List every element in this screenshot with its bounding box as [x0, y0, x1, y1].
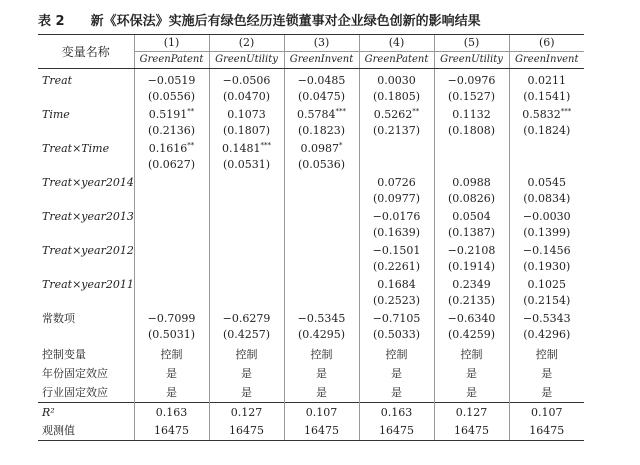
se-cell: (0.0475) — [284, 89, 359, 107]
coef-cell — [434, 107, 509, 123]
se-cell — [284, 225, 359, 243]
se-cell: (0.1399) — [509, 225, 584, 243]
coef-cell — [509, 311, 584, 327]
coef-cell — [509, 175, 584, 191]
row-label-empty — [38, 259, 134, 277]
row-label: 年份固定效应 — [42, 367, 108, 380]
row-label-empty — [38, 327, 134, 345]
header-row-numbers — [38, 35, 584, 52]
control-cell: 是 — [284, 383, 359, 403]
control-cell: 是 — [434, 383, 509, 403]
dep-var: GreenUtility — [434, 52, 509, 69]
coef-value: −0.1501 — [372, 244, 421, 257]
regression-table — [38, 34, 584, 441]
table-title: 新《环保法》实施后有绿色经历连锁董事对企业绿色创新的影响结果 — [90, 14, 481, 29]
stat-cell: 16475 — [509, 422, 584, 441]
significance-stars: ** — [412, 107, 420, 116]
coef-value: 0.0211 — [527, 74, 566, 87]
coef-value: −0.0176 — [372, 210, 421, 223]
row-label: Treat×year2012 — [42, 244, 134, 257]
se-cell: (0.1930) — [509, 259, 584, 277]
coef-cell — [134, 243, 209, 259]
coef-value: 0.0504 — [452, 210, 491, 223]
se-cell: (0.2523) — [359, 293, 434, 311]
coef-value: 0.1025 — [527, 278, 566, 291]
row-label: Treat — [42, 74, 73, 87]
coef-value: −0.7099 — [147, 312, 196, 325]
se-cell: (0.4296) — [509, 327, 584, 345]
coef-cell — [284, 311, 359, 327]
coef-cell — [134, 107, 209, 123]
control-cell: 是 — [509, 383, 584, 403]
coef-value: −0.0506 — [222, 74, 271, 87]
control-row — [38, 364, 584, 383]
se-row — [38, 89, 584, 107]
se-cell: (0.2136) — [134, 123, 209, 141]
coef-row — [38, 107, 584, 123]
se-cell: (0.0556) — [134, 89, 209, 107]
coef-cell — [284, 277, 359, 293]
coef-cell — [284, 209, 359, 225]
coef-cell — [359, 73, 434, 89]
coef-cell — [209, 107, 284, 123]
coef-cell — [209, 73, 284, 89]
coef-value: −0.5345 — [297, 312, 346, 325]
row-label-empty — [38, 225, 134, 243]
col-number: (3) — [284, 35, 359, 52]
coef-row — [38, 73, 584, 89]
coef-cell — [359, 107, 434, 123]
se-cell: (0.5033) — [359, 327, 434, 345]
coef-cell — [134, 141, 209, 157]
se-cell — [209, 293, 284, 311]
coef-value: 0.0545 — [527, 176, 566, 189]
coef-cell — [434, 141, 509, 157]
col-number: (6) — [509, 35, 584, 52]
coef-value: −0.7105 — [372, 312, 421, 325]
se-cell: (0.1541) — [509, 89, 584, 107]
control-cell: 是 — [359, 383, 434, 403]
se-cell — [359, 157, 434, 175]
coef-cell — [359, 243, 434, 259]
coef-value: 0.0726 — [377, 176, 416, 189]
coef-cell — [434, 243, 509, 259]
table-label: 表 2 — [38, 14, 65, 29]
coef-value: −0.0485 — [297, 74, 346, 87]
se-row — [38, 293, 584, 311]
coef-cell — [209, 141, 284, 157]
coef-value: −0.5343 — [522, 312, 571, 325]
stat-cell: 16475 — [359, 422, 434, 441]
coef-cell — [209, 311, 284, 327]
stat-cell: 0.107 — [284, 403, 359, 423]
control-cell: 控制 — [209, 345, 284, 364]
row-label: Treat×year2013 — [42, 210, 134, 223]
coef-value: 0.0987 — [300, 142, 339, 155]
control-cell: 是 — [359, 364, 434, 383]
significance-stars: * — [339, 141, 343, 150]
significance-stars: *** — [260, 141, 271, 150]
row-label: 控制变量 — [42, 348, 86, 361]
se-cell: (0.4257) — [209, 327, 284, 345]
coef-cell — [134, 73, 209, 89]
coef-cell — [434, 175, 509, 191]
se-cell — [284, 259, 359, 277]
stat-row — [38, 403, 584, 423]
row-label: R² — [38, 403, 134, 423]
coef-row — [38, 141, 584, 157]
se-cell — [284, 191, 359, 209]
stat-cell: 0.163 — [359, 403, 434, 423]
se-cell — [209, 191, 284, 209]
se-cell: (0.1387) — [434, 225, 509, 243]
stat-cell: 16475 — [134, 422, 209, 441]
control-cell: 控制 — [509, 345, 584, 364]
se-cell: (0.1639) — [359, 225, 434, 243]
coef-cell — [134, 175, 209, 191]
row-label: Treat×Time — [42, 142, 110, 155]
coef-cell — [284, 175, 359, 191]
coef-cell — [209, 175, 284, 191]
row-label: Time — [42, 108, 70, 121]
coef-cell — [434, 73, 509, 89]
coef-cell — [134, 209, 209, 225]
se-cell: (0.1914) — [434, 259, 509, 277]
stat-cell: 0.127 — [434, 403, 509, 423]
se-cell — [209, 225, 284, 243]
control-cell: 是 — [209, 383, 284, 403]
coef-row — [38, 277, 584, 293]
significance-stars: ** — [187, 107, 195, 116]
coef-cell — [434, 311, 509, 327]
se-cell: (0.1807) — [209, 123, 284, 141]
se-cell: (0.4259) — [434, 327, 509, 345]
control-cell: 是 — [284, 364, 359, 383]
significance-stars: *** — [335, 107, 346, 116]
coef-cell — [284, 243, 359, 259]
dep-var: GreenInvent — [509, 52, 584, 69]
se-cell: (0.0531) — [209, 157, 284, 175]
row-label: Treat×year2011 — [42, 278, 134, 291]
var-name-header: 变量名称 — [38, 35, 134, 69]
se-row — [38, 327, 584, 345]
coef-cell — [284, 141, 359, 157]
coef-value: 0.1481 — [222, 142, 261, 155]
coef-row — [38, 209, 584, 225]
coef-row — [38, 311, 584, 327]
se-row — [38, 157, 584, 175]
control-cell: 是 — [134, 383, 209, 403]
se-cell: (0.0627) — [134, 157, 209, 175]
col-number: (1) — [134, 35, 209, 52]
coef-cell — [134, 277, 209, 293]
control-cell: 是 — [509, 364, 584, 383]
se-cell — [134, 225, 209, 243]
control-cell: 控制 — [284, 345, 359, 364]
coef-cell — [509, 107, 584, 123]
stat-cell: 0.163 — [134, 403, 209, 423]
dep-var: GreenPatent — [359, 52, 434, 69]
se-cell — [134, 191, 209, 209]
coef-row — [38, 175, 584, 191]
coef-cell — [509, 277, 584, 293]
coef-row — [38, 243, 584, 259]
se-cell — [134, 259, 209, 277]
coef-cell — [509, 243, 584, 259]
coef-cell — [209, 277, 284, 293]
coef-value: 0.1684 — [377, 278, 416, 291]
stat-cell: 16475 — [434, 422, 509, 441]
se-row — [38, 225, 584, 243]
coef-value: −0.2108 — [447, 244, 496, 257]
se-cell: (0.1824) — [509, 123, 584, 141]
coef-value: 0.5191 — [148, 108, 188, 121]
coef-cell — [359, 209, 434, 225]
coef-value: 0.1616 — [148, 142, 188, 155]
coef-value: −0.0976 — [447, 74, 496, 87]
coef-value: 0.5262 — [373, 108, 413, 121]
coef-value: 0.0030 — [377, 74, 416, 87]
coef-cell — [434, 277, 509, 293]
stat-cell: 16475 — [284, 422, 359, 441]
dep-var: GreenPatent — [134, 52, 209, 69]
coef-cell — [359, 277, 434, 293]
significance-stars: *** — [560, 107, 572, 116]
se-cell — [134, 293, 209, 311]
stat-row — [38, 422, 584, 441]
se-cell: (0.2137) — [359, 123, 434, 141]
se-cell: (0.0536) — [284, 157, 359, 175]
coef-value: 0.1132 — [452, 108, 491, 121]
se-cell: (0.2261) — [359, 259, 434, 277]
coef-cell — [284, 107, 359, 123]
se-cell — [509, 157, 584, 175]
stat-cell: 16475 — [209, 422, 284, 441]
se-cell — [284, 293, 359, 311]
se-cell: (0.1823) — [284, 123, 359, 141]
coef-cell — [284, 73, 359, 89]
coef-value: −0.6340 — [447, 312, 496, 325]
se-cell: (0.4295) — [284, 327, 359, 345]
control-cell: 控制 — [359, 345, 434, 364]
se-cell: (0.0977) — [359, 191, 434, 209]
table-caption — [38, 10, 481, 29]
control-cell: 是 — [209, 364, 284, 383]
control-row — [38, 345, 584, 364]
coef-cell — [509, 209, 584, 225]
control-cell: 是 — [434, 364, 509, 383]
coef-value: 0.1073 — [227, 108, 266, 121]
coef-cell — [434, 209, 509, 225]
stat-cell: 0.107 — [509, 403, 584, 423]
se-cell: (0.0826) — [434, 191, 509, 209]
coef-cell — [359, 175, 434, 191]
row-label-empty — [38, 157, 134, 175]
se-cell: (0.1808) — [434, 123, 509, 141]
se-cell: (0.2154) — [509, 293, 584, 311]
row-label: Treat×year2014 — [42, 176, 134, 189]
coef-cell — [509, 73, 584, 89]
row-label: 行业固定效应 — [42, 386, 108, 399]
control-cell: 控制 — [134, 345, 209, 364]
coef-cell — [134, 311, 209, 327]
se-cell: (0.0834) — [509, 191, 584, 209]
dep-var: GreenInvent — [284, 52, 359, 69]
coef-value: 0.5784 — [297, 108, 336, 121]
coef-value: −0.6279 — [222, 312, 271, 325]
coef-value: −0.0030 — [522, 210, 571, 223]
coef-cell — [209, 243, 284, 259]
row-label-empty — [38, 123, 134, 141]
se-cell: (0.2135) — [434, 293, 509, 311]
se-row — [38, 259, 584, 277]
coef-cell — [359, 141, 434, 157]
coef-value: −0.0519 — [147, 74, 196, 87]
row-label: 常数项 — [42, 312, 75, 325]
coef-value: −0.1456 — [522, 244, 571, 257]
se-cell: (0.1805) — [359, 89, 434, 107]
control-cell: 是 — [134, 364, 209, 383]
row-label-empty — [38, 89, 134, 107]
coef-value: 0.0988 — [452, 176, 491, 189]
coef-cell — [359, 311, 434, 327]
se-cell — [209, 259, 284, 277]
coef-value: 0.5832 — [522, 108, 561, 121]
se-cell: (0.0470) — [209, 89, 284, 107]
stat-cell: 0.127 — [209, 403, 284, 423]
row-label-empty — [38, 293, 134, 311]
coef-cell — [509, 141, 584, 157]
significance-stars: ** — [187, 141, 195, 150]
se-cell — [434, 157, 509, 175]
se-row — [38, 123, 584, 141]
col-number: (5) — [434, 35, 509, 52]
coef-value: 0.2349 — [452, 278, 491, 291]
col-number: (2) — [209, 35, 284, 52]
se-cell: (0.5031) — [134, 327, 209, 345]
control-row — [38, 383, 584, 403]
se-cell: (0.1527) — [434, 89, 509, 107]
row-label: 观测值 — [38, 422, 134, 441]
se-row — [38, 191, 584, 209]
row-label-empty — [38, 191, 134, 209]
col-number: (4) — [359, 35, 434, 52]
control-cell: 控制 — [434, 345, 509, 364]
dep-var: GreenUtility — [209, 52, 284, 69]
coef-cell — [209, 209, 284, 225]
